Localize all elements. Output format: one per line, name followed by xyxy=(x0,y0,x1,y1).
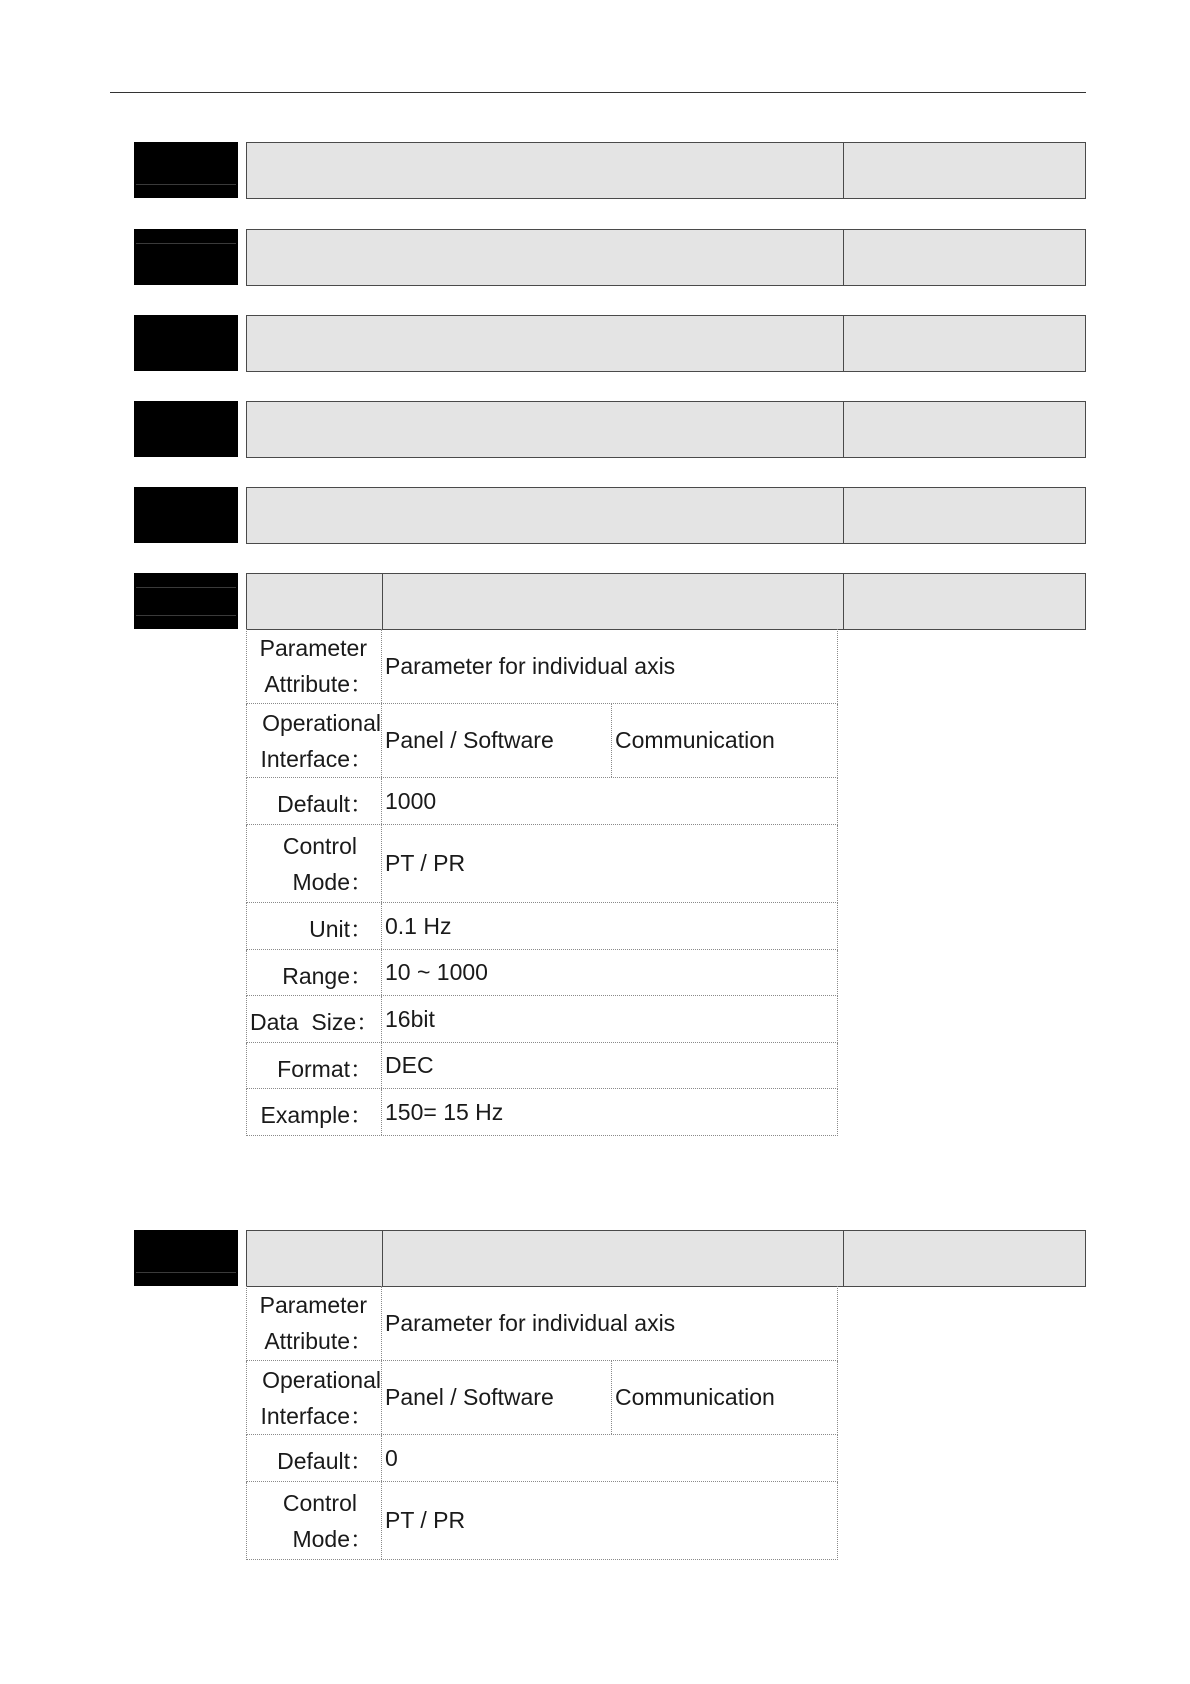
parameter-header-bar xyxy=(246,487,1086,544)
parameter-code-block xyxy=(134,142,238,198)
parameter-code-block xyxy=(134,1230,238,1286)
table-row xyxy=(246,996,838,1043)
row-label: Parameter Attribute： xyxy=(247,629,382,703)
row-label: Unit： xyxy=(247,903,382,949)
table-row xyxy=(246,629,838,704)
parameter-code-block xyxy=(134,315,238,371)
header-rule xyxy=(110,92,1086,93)
row-value: PT / PR xyxy=(385,850,466,876)
row-label: Range： xyxy=(247,950,382,995)
row-value: 1000 xyxy=(385,787,437,814)
parameter-header-bar xyxy=(246,315,1086,372)
row-label: Data Size： xyxy=(247,996,382,1042)
table-row xyxy=(246,1482,838,1560)
row-label: Example： xyxy=(247,1089,382,1135)
row-label: Default： xyxy=(247,778,382,824)
parameter-code-block xyxy=(134,401,238,457)
row-value: 10 ~ 1000 xyxy=(385,959,488,985)
row-value: Parameter for individual axis xyxy=(385,652,676,679)
row-value: PT / PR xyxy=(385,1507,466,1533)
row-value: 150= 15 Hz xyxy=(385,1098,504,1125)
parameter-header-bar xyxy=(246,573,1086,630)
table-row xyxy=(246,950,838,996)
row-label: Default： xyxy=(247,1435,382,1481)
table-row xyxy=(246,1089,838,1136)
row-value-secondary: Communication xyxy=(611,704,775,777)
table-row xyxy=(246,1043,838,1089)
row-label: Parameter Attribute： xyxy=(247,1286,382,1360)
table-row xyxy=(246,825,838,903)
row-value: Parameter for individual axis xyxy=(385,1309,676,1336)
parameter-code-block xyxy=(134,487,238,543)
parameter-header-bar xyxy=(246,142,1086,199)
parameter-header-bar xyxy=(246,1230,1086,1287)
row-value: 0 xyxy=(385,1444,398,1471)
row-label: Control Mode： xyxy=(247,1482,382,1559)
row-value: 16bit xyxy=(385,1005,435,1032)
parameter-code-block xyxy=(134,573,238,629)
row-value: DEC xyxy=(385,1052,434,1078)
table-row xyxy=(246,778,838,825)
row-value: 0.1 Hz xyxy=(385,912,452,939)
row-value-secondary: Communication xyxy=(611,1361,775,1434)
table-row xyxy=(246,704,838,778)
parameter-code-block xyxy=(134,229,238,285)
row-label: Control Mode： xyxy=(247,825,382,902)
table-row xyxy=(246,1361,838,1435)
parameter-header-bar xyxy=(246,229,1086,286)
table-row xyxy=(246,1435,838,1482)
row-value: Panel / Software xyxy=(385,727,554,753)
table-row xyxy=(246,1286,838,1361)
table-row xyxy=(246,903,838,950)
row-label: Operational Interface： xyxy=(247,704,382,777)
parameter-table xyxy=(246,1286,838,1560)
row-label: Format： xyxy=(247,1043,382,1088)
parameter-header-bar xyxy=(246,401,1086,458)
parameter-table xyxy=(246,629,838,1136)
row-value: Panel / Software xyxy=(385,1384,554,1410)
row-label: Operational Interface： xyxy=(247,1361,382,1434)
